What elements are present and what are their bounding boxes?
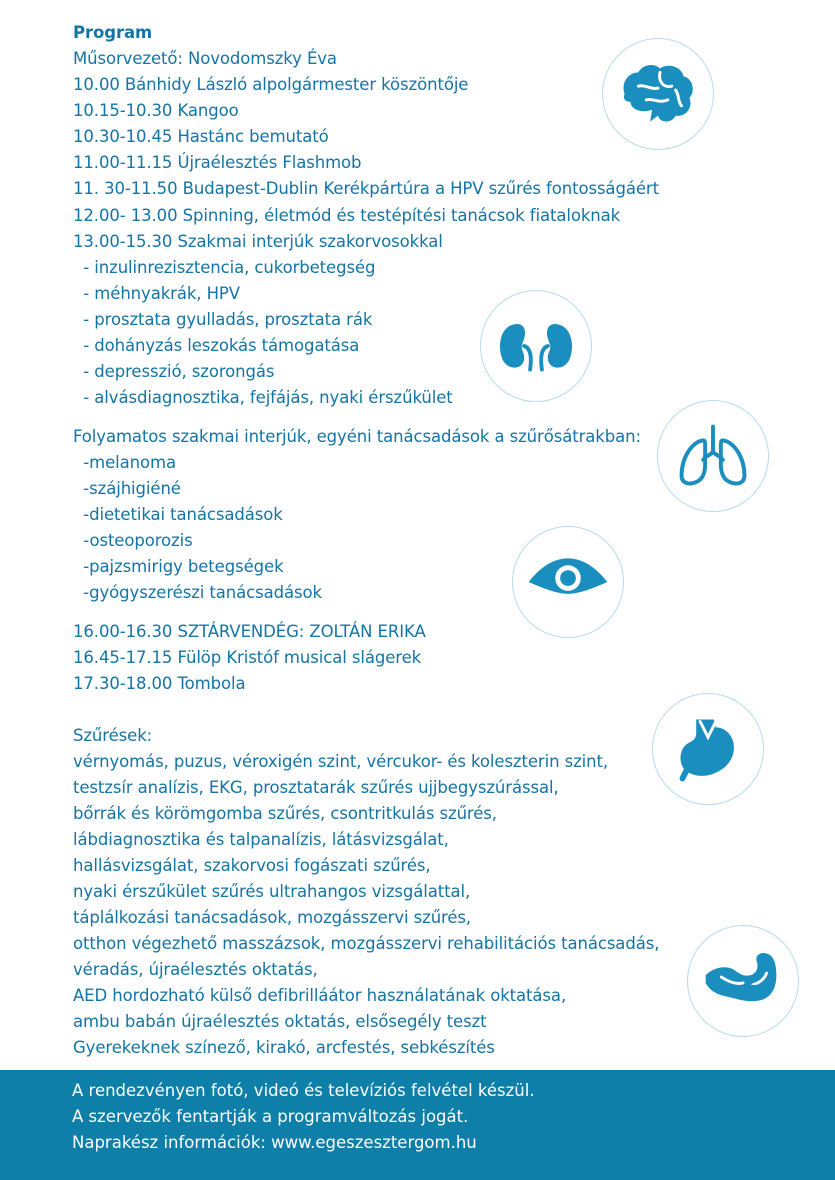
eye-icon [512,526,624,638]
continuous-item: -szájhigiéné [73,479,181,498]
screenings-line: lábdiagnosztika és talpanalízis, látásvizsgálat, [73,830,449,849]
program-line: Műsorvezető: Novodomszky Éva [73,49,337,68]
screenings-line: bőrrák és körömgomba szűrés, csontritkulás szűrés, [73,804,497,823]
brain-icon [602,38,714,150]
continuous-item: -dietetikai tanácsadások [73,505,283,524]
continuous-item: -melanoma [73,453,176,472]
screenings-line: hallásvizsgálat, szakorvosi fogászati szűrés, [73,856,431,875]
screenings-line: vérnyomás, puzus, véroxigén szint, vércukor- és koleszterin szint, [73,752,609,771]
continuous-item: -gyógyszerészi tanácsadások [73,583,322,602]
afternoon-line: 16.00-16.30 SZTÁRVENDÉG: ZOLTÁN ERIKA [73,622,426,641]
footer-line: A szervezők fentartják a programváltozás jogát. [72,1107,469,1126]
footer-bar [0,1070,835,1180]
footer-line: A rendezvényen fotó, videó és televíziós felvétel készül. [72,1081,535,1100]
program-subitem: - depresszió, szorongás [73,362,275,381]
program-subitem: - méhnyakrák, HPV [73,284,240,303]
program-line: 10.30-10.45 Hastánc bemutató [73,127,329,146]
screenings-line: testzsír analízis, EKG, prosztatarák szűrés ujjbegyszúrással, [73,778,559,797]
program-line: 11.00-11.15 Újraélesztés Flashmob [73,153,362,172]
program-subitem: - alvásdiagnosztika, fejfájás, nyaki érszűkület [73,388,453,407]
program-heading: Program [73,23,153,42]
screenings-line: véradás, újraélesztés oktatás, [73,960,318,979]
screenings-heading: Szűrések: [73,726,153,745]
screenings-line: AED hordozható külső defibrilláátor használatának oktatása, [73,986,567,1005]
screenings-line: táplálkozási tanácsadások, mozgásszervi szűrés, [73,908,472,927]
program-line: 10.15-10.30 Kangoo [73,101,239,120]
program-line: 13.00-15.30 Szakmai interjúk szakorvosokkal [73,232,443,251]
footer-website: Naprakész információk: www.egeszesztergom.hu [72,1133,477,1152]
muscle-arm-icon [687,925,799,1037]
lungs-icon [657,400,769,512]
kidneys-icon [480,290,592,402]
continuous-item: -pajzsmirigy betegségek [73,557,284,576]
afternoon-line: 16.45-17.15 Fülöp Kristóf musical slágerek [73,648,422,667]
screenings-line: otthon végezhető masszázsok, mozgásszervi rehabilitációs tanácsadás, [73,934,660,953]
program-line: 10.00 Bánhidy László alpolgármester köszöntője [73,75,469,94]
program-line: 12.00- 13.00 Spinning, életmód és testépítési tanácsok fiataloknak [73,206,621,225]
continuous-item: -osteoporozis [73,531,193,550]
program-subitem: - prosztata gyulladás, prosztata rák [73,310,373,329]
stomach-icon [652,693,764,805]
program-line: 11. 30-11.50 Budapest-Dublin Kerékpártúra a HPV szűrés fontosságáért [73,179,659,198]
screenings-line: Gyerekeknek színező, kirakó, arcfestés, sebkészítés [73,1038,495,1057]
continuous-heading: Folyamatos szakmai interjúk, egyéni tanácsadások a szűrősátrakban: [73,427,641,446]
afternoon-line: 17.30-18.00 Tombola [73,674,246,693]
screenings-line: nyaki érszűkület szűrés ultrahangos vizsgálattal, [73,882,471,901]
program-subitem: - dohányzás leszokás támogatása [73,336,360,355]
screenings-line: ambu babán újraélesztés oktatás, elsősegély teszt [73,1012,487,1031]
program-subitem: - inzulinrezisztencia, cukorbetegség [73,258,376,277]
